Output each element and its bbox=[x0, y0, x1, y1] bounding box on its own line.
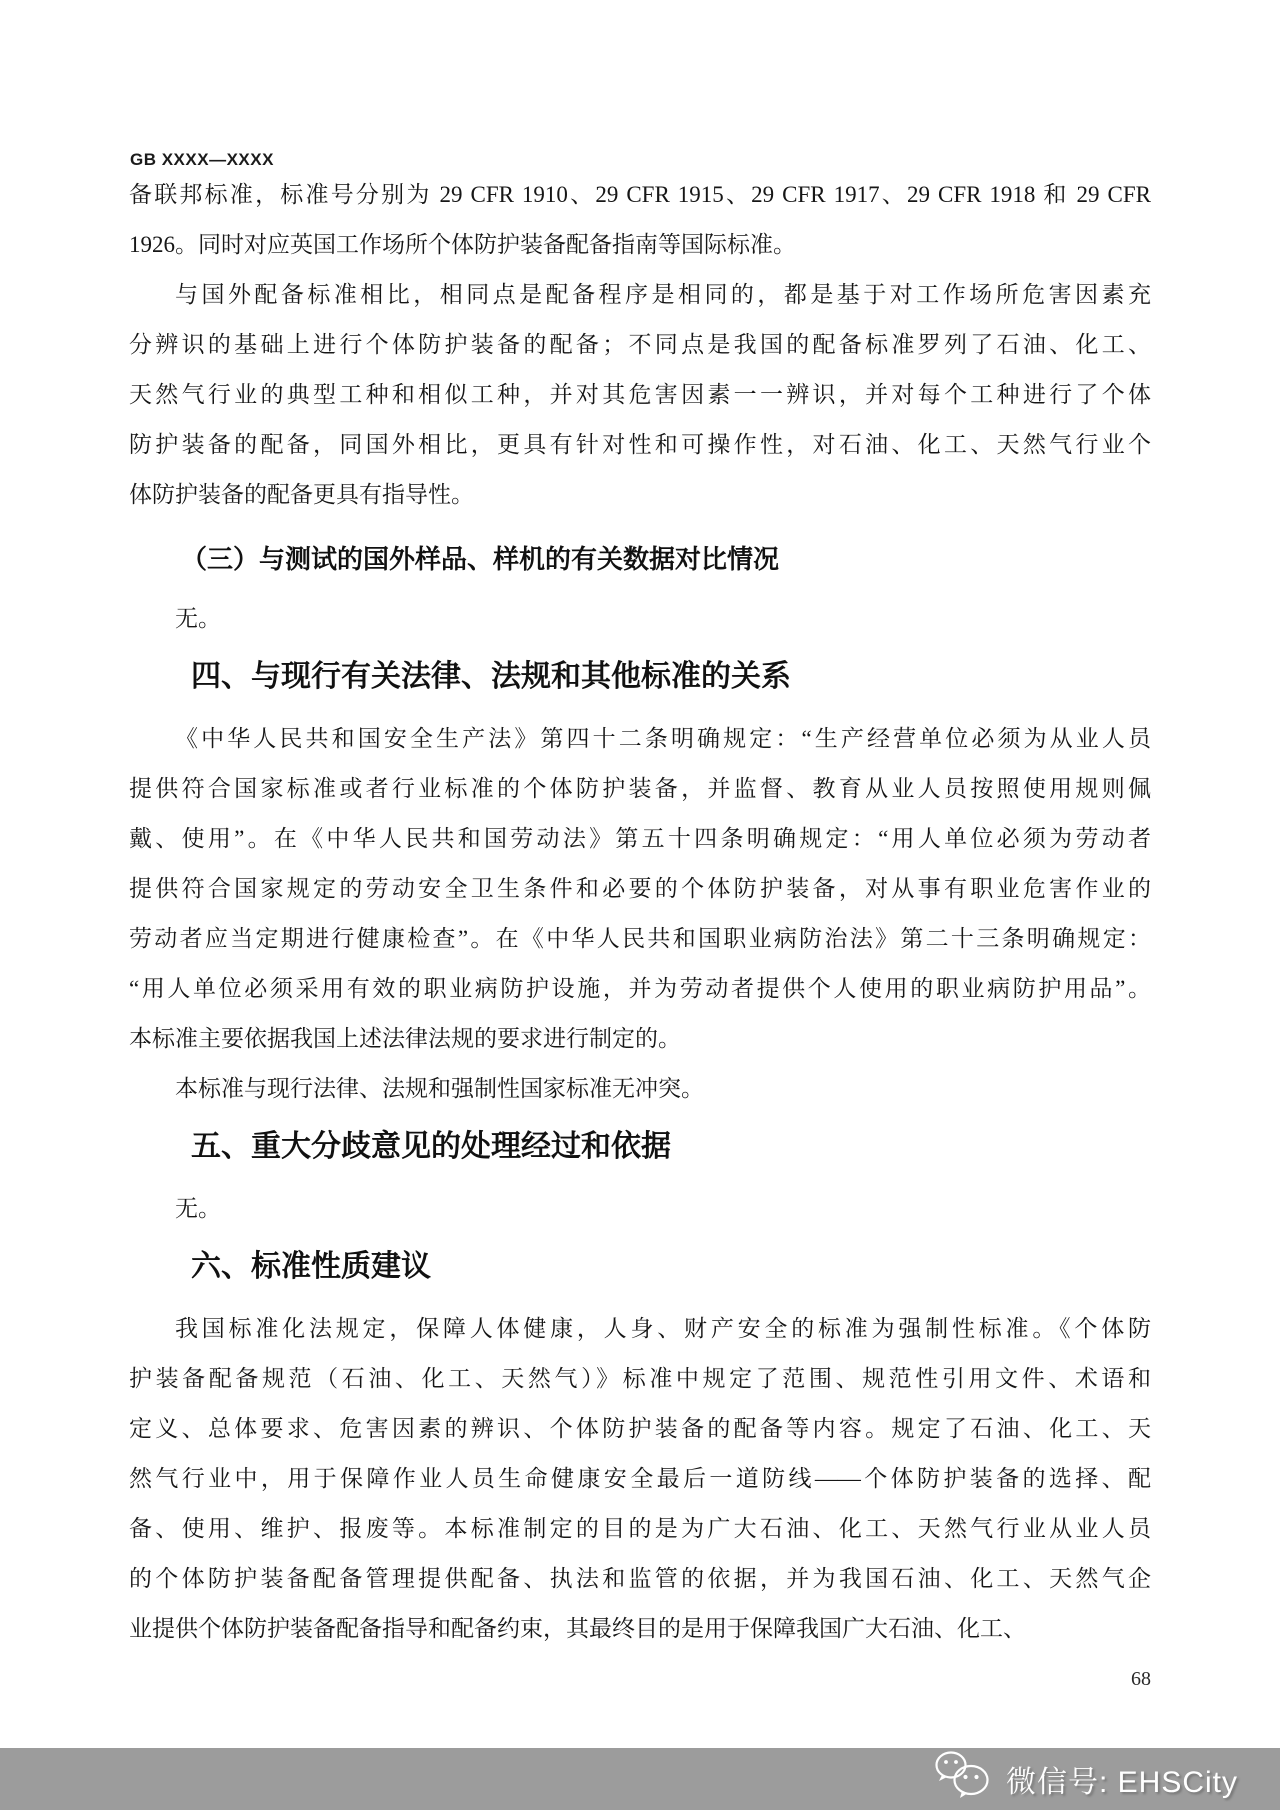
body-text-line: 备联邦标准，标准号分别为 29 CFR 1910、29 CFR 1915、29 CFR 1917、29 CFR 1918 和 29 CFR bbox=[129, 182, 1151, 207]
document-body bbox=[129, 170, 1151, 1704]
section-heading: 四、与现行有关法律、法规和其他标准的关系 bbox=[191, 660, 791, 693]
body-text-line: 备、使用、维护、报废等。本标准制定的目的是为广大石油、化工、天然气行业从业人员 bbox=[129, 1516, 1151, 1541]
body-text-line: 无。 bbox=[175, 606, 221, 631]
wechat-icon bbox=[932, 1750, 994, 1805]
body-text-line: “用人单位必须采用有效的职业病防护设施，并为劳动者提供个人使用的职业病防护用品”。 bbox=[129, 976, 1151, 1001]
body-text-line: 与国外配备标准相比，相同点是配备程序是相同的，都是基于对工作场所危害因素充 bbox=[175, 282, 1151, 307]
body-text-line: 业提供个体防护装备配备指导和配备约束，其最终目的是用于保障我国广大石油、化工、 bbox=[129, 1616, 1026, 1641]
section-heading: （三）与测试的国外样品、样机的有关数据对比情况 bbox=[181, 544, 780, 574]
document-code: GB XXXX—XXXX bbox=[130, 150, 274, 169]
body-text-line: 本标准与现行法律、法规和强制性国家标准无冲突。 bbox=[175, 1076, 704, 1101]
wechat-id-label: 微信号: EHSCity bbox=[1005, 1766, 1238, 1799]
body-text-line: 定义、总体要求、危害因素的辨识、个体防护装备的配备等内容。规定了石油、化工、天 bbox=[129, 1416, 1151, 1441]
body-text-line: 1926。同时对应英国工作场所个体防护装备配备指南等国际标准。 bbox=[129, 232, 796, 257]
body-text-line: 分辨识的基础上进行个体防护装备的配备；不同点是我国的配备标准罗列了石油、化工、 bbox=[129, 332, 1151, 357]
footer-bar bbox=[0, 1748, 1280, 1810]
page-number: 68 bbox=[1131, 1668, 1151, 1690]
body-text-line: 无。 bbox=[175, 1196, 221, 1221]
body-text-line: 提供符合国家标准或者行业标准的个体防护装备，并监督、教育从业人员按照使用规则佩 bbox=[129, 776, 1151, 801]
body-text-line: 的个体防护装备配备管理提供配备、执法和监管的依据，并为我国石油、化工、天然气企 bbox=[129, 1566, 1151, 1591]
body-text-line: 《中华人民共和国安全生产法》第四十二条明确规定：“生产经营单位必须为从业人员 bbox=[175, 726, 1151, 751]
body-text-line: 天然气行业的典型工种和相似工种，并对其危害因素一一辨识，并对每个工种进行了个体 bbox=[129, 382, 1151, 407]
body-text-line: 本标准主要依据我国上述法律法规的要求进行制定的。 bbox=[129, 1026, 681, 1051]
body-text-line: 提供符合国家规定的劳动安全卫生条件和必要的个体防护装备，对从事有职业危害作业的 bbox=[129, 876, 1151, 901]
body-text-line: 防护装备的配备，同国外相比，更具有针对性和可操作性，对石油、化工、天然气行业个 bbox=[129, 432, 1151, 457]
section-heading: 五、重大分歧意见的处理经过和依据 bbox=[191, 1130, 671, 1163]
body-text-line: 我国标准化法规定，保障人体健康，人身、财产安全的标准为强制性标准。《个体防 bbox=[175, 1316, 1151, 1341]
body-text-line: 护装备配备规范（石油、化工、天然气）》标准中规定了范围、规范性引用文件、术语和 bbox=[129, 1366, 1151, 1391]
body-text-line: 劳动者应当定期进行健康检查”。在《中华人民共和国职业病防治法》第二十三条明确规定： bbox=[129, 926, 1151, 951]
body-text-line: 戴、使用”。在《中华人民共和国劳动法》第五十四条明确规定：“用人单位必须为劳动者 bbox=[129, 826, 1151, 851]
section-heading: 六、标准性质建议 bbox=[191, 1250, 431, 1283]
body-text-line: 然气行业中，用于保障作业人员生命健康安全最后一道防线——个体防护装备的选择、配 bbox=[129, 1466, 1151, 1491]
body-text-line: 体防护装备的配备更具有指导性。 bbox=[129, 482, 474, 507]
